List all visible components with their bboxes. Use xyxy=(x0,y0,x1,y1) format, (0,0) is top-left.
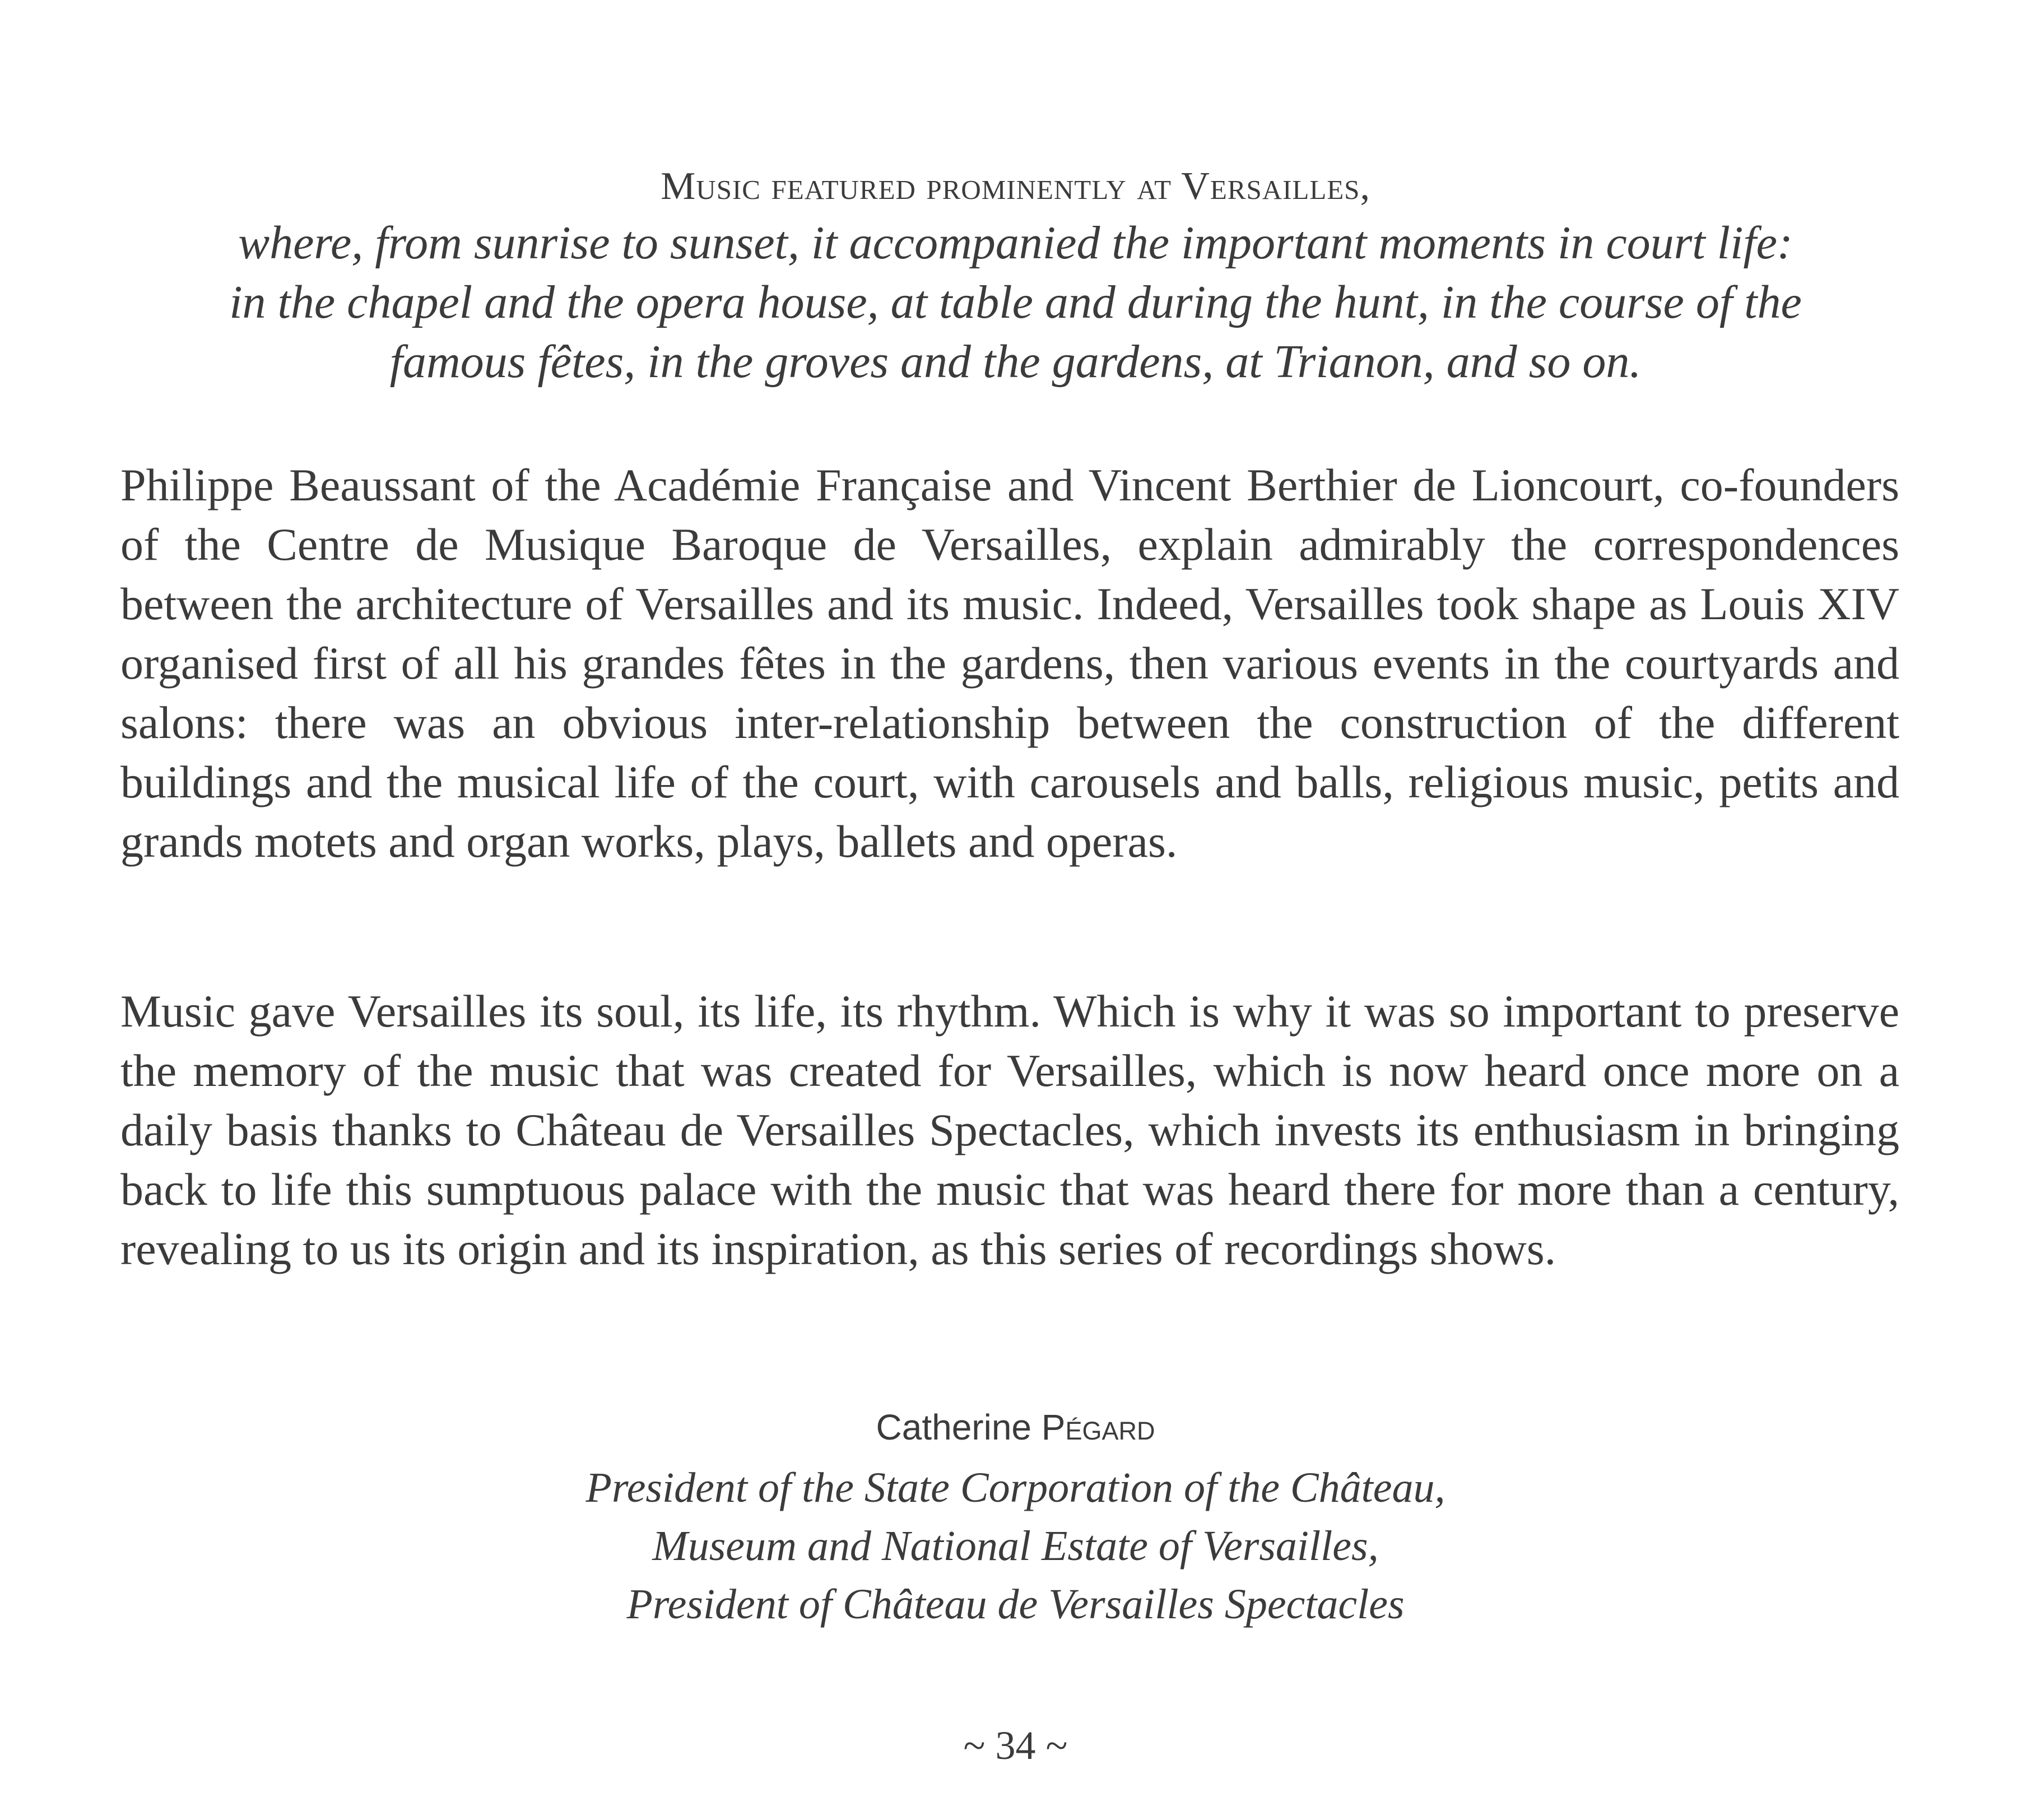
signatory-title-line-3: President of Château de Versailles Spectacles xyxy=(626,1581,1405,1628)
heading-italic-line-1: where, from sunrise to sunset, it accompanied the important moments in court life: xyxy=(238,217,1793,269)
heading-caps-line: Music featured prominently at Versailles, xyxy=(661,165,1370,208)
signatory-last-name: Pégard xyxy=(1041,1407,1155,1447)
signatory-name xyxy=(168,1399,1863,1455)
intro-heading xyxy=(112,160,1919,392)
signatory-title-line-2: Museum and National Estate of Versailles, xyxy=(652,1522,1379,1570)
signatory-title-line-1: President of the State Corporation of the Château, xyxy=(585,1464,1446,1511)
body-paragraph-1: Philippe Beaussant of the Académie Française and Vincent Berthier de Lioncourt, co-founders of the Centre de Musique Baroque de Versailles, explain admirably the correspondences between the architecture of Versailles and its music. Indeed, Versailles took shape as Louis XIV organised first of all his grandes fêtes in the gardens, then various events in the courtyards and salons: there was an obvious inter-relationship between the construction of the different buildings and the musical life of the court, with carousels and balls, religious music, petits and grands motets and organ works, plays, ballets and operas. xyxy=(120,459,1899,867)
body-paragraph-2: Music gave Versailles its soul, its life, its rhythm. Which is why it was so important to preserve the memory of the music that was created for Versailles, which is now heard once more on a daily basis thanks to Château de Versailles Spectacles, which invests its enthusiasm in bringing back to life this sumptuous palace with the music that was heard there for more than a century, revealing to us its origin and its inspiration, as this series of recordings shows. xyxy=(120,986,1899,1274)
page-number: ~ 34 ~ xyxy=(963,1723,1068,1768)
signatory-first-name: Catherine xyxy=(876,1407,1031,1447)
heading-italic-line-3: famous fêtes, in the groves and the gardens, at Trianon, and so on. xyxy=(389,336,1642,388)
signature-block xyxy=(168,1399,1863,1633)
heading-italic-line-2: in the chapel and the opera house, at table and during the hunt, in the course of the xyxy=(229,276,1802,328)
